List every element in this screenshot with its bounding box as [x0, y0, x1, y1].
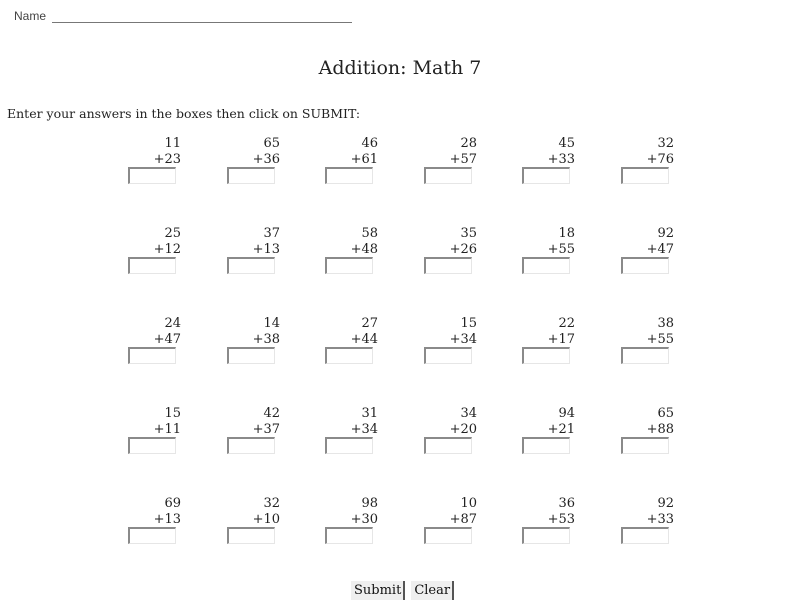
addend-bottom: +48: [350, 241, 378, 257]
answer-input[interactable]: [227, 437, 275, 454]
addend-bottom: +26: [449, 241, 477, 257]
addition-problem: [325, 406, 378, 456]
addend-top: 92: [657, 226, 674, 241]
addend-top: 28: [460, 136, 477, 151]
answer-input[interactable]: [128, 437, 176, 454]
addition-problem: [227, 136, 280, 186]
answer-input[interactable]: [522, 167, 570, 184]
addend-top: 92: [657, 496, 674, 511]
addend-top: 42: [263, 406, 280, 421]
addend-top: 65: [263, 136, 280, 151]
addend-top: 18: [558, 226, 575, 241]
answer-input[interactable]: [621, 527, 669, 544]
answer-input[interactable]: [128, 257, 176, 274]
addend-bottom: +61: [350, 151, 378, 167]
answer-input[interactable]: [128, 167, 176, 184]
addition-problem: [128, 226, 181, 276]
answer-input[interactable]: [522, 257, 570, 274]
addend-bottom: +34: [350, 421, 378, 437]
addend-top: 98: [361, 496, 378, 511]
form-buttons: [351, 581, 454, 600]
addend-bottom: +13: [252, 241, 280, 257]
addition-problem: [128, 136, 181, 186]
addend-bottom: +57: [449, 151, 477, 167]
name-field: [14, 9, 352, 23]
addend-top: 11: [164, 136, 181, 151]
addend-bottom: +33: [547, 151, 575, 167]
answer-input[interactable]: [522, 437, 570, 454]
addition-problem: [128, 496, 181, 546]
addition-problem: [424, 136, 477, 186]
answer-input[interactable]: [621, 347, 669, 364]
addend-bottom: +53: [547, 511, 575, 527]
clear-button[interactable]: Clear: [411, 581, 454, 600]
addend-bottom: +11: [153, 421, 181, 437]
addend-top: 32: [263, 496, 280, 511]
addend-bottom: +17: [547, 331, 575, 347]
answer-input[interactable]: [424, 257, 472, 274]
addend-top: 94: [558, 406, 575, 421]
answer-input[interactable]: [522, 347, 570, 364]
addition-problem: [227, 406, 280, 456]
submit-button[interactable]: Submit: [351, 581, 405, 600]
answer-input[interactable]: [128, 527, 176, 544]
addition-problem: [128, 406, 181, 456]
addend-bottom: +87: [449, 511, 477, 527]
addition-problem: [227, 316, 280, 366]
addition-problem: [522, 496, 575, 546]
answer-input[interactable]: [621, 167, 669, 184]
addend-top: 10: [460, 496, 477, 511]
addend-bottom: +13: [153, 511, 181, 527]
addition-problem: [621, 316, 674, 366]
addition-problem: [227, 496, 280, 546]
addend-top: 36: [558, 496, 575, 511]
addend-bottom: +30: [350, 511, 378, 527]
answer-input[interactable]: [325, 257, 373, 274]
addition-problem: [522, 406, 575, 456]
addend-top: 58: [361, 226, 378, 241]
addition-problem: [424, 316, 477, 366]
addition-problem: [325, 496, 378, 546]
answer-input[interactable]: [424, 437, 472, 454]
addend-bottom: +88: [646, 421, 674, 437]
addition-problem: [621, 406, 674, 456]
addend-bottom: +44: [350, 331, 378, 347]
addition-problem: [424, 406, 477, 456]
addend-bottom: +47: [153, 331, 181, 347]
addend-bottom: +23: [153, 151, 181, 167]
addend-bottom: +10: [252, 511, 280, 527]
addend-bottom: +33: [646, 511, 674, 527]
addition-problem: [325, 226, 378, 276]
addend-bottom: +21: [547, 421, 575, 437]
addend-top: 34: [460, 406, 477, 421]
answer-input[interactable]: [325, 437, 373, 454]
addend-top: 25: [164, 226, 181, 241]
addend-top: 46: [361, 136, 378, 151]
addend-bottom: +20: [449, 421, 477, 437]
addend-top: 31: [361, 406, 378, 421]
addend-top: 45: [558, 136, 575, 151]
answer-input[interactable]: [522, 527, 570, 544]
instructions-text: Enter your answers in the boxes then click on SUBMIT:: [7, 106, 361, 121]
addend-top: 65: [657, 406, 674, 421]
answer-input[interactable]: [424, 347, 472, 364]
answer-input[interactable]: [621, 437, 669, 454]
name-underline: [52, 10, 352, 23]
addend-bottom: +12: [153, 241, 181, 257]
addend-top: 32: [657, 136, 674, 151]
addend-bottom: +36: [252, 151, 280, 167]
answer-input[interactable]: [227, 347, 275, 364]
addition-problem: [522, 136, 575, 186]
answer-input[interactable]: [227, 257, 275, 274]
addition-problem: [325, 316, 378, 366]
addend-top: 15: [460, 316, 477, 331]
addend-top: 14: [263, 316, 280, 331]
addend-top: 15: [164, 406, 181, 421]
answer-input[interactable]: [325, 347, 373, 364]
addition-problem: [621, 496, 674, 546]
answer-input[interactable]: [325, 527, 373, 544]
addend-top: 38: [657, 316, 674, 331]
answer-input[interactable]: [621, 257, 669, 274]
addend-bottom: +55: [547, 241, 575, 257]
addend-top: 24: [164, 316, 181, 331]
name-label: Name: [14, 9, 47, 23]
answer-input[interactable]: [227, 527, 275, 544]
page-title: Addition: Math 7: [318, 57, 482, 79]
addend-top: 37: [263, 226, 280, 241]
answer-input[interactable]: [424, 527, 472, 544]
answer-input[interactable]: [128, 347, 176, 364]
addend-bottom: +37: [252, 421, 280, 437]
addition-problem: [621, 226, 674, 276]
answer-input[interactable]: [325, 167, 373, 184]
addition-problem: [128, 316, 181, 366]
addition-problem: [522, 226, 575, 276]
addition-problem: [522, 316, 575, 366]
addition-problem: [325, 136, 378, 186]
addition-problem: [424, 226, 477, 276]
addend-top: 22: [558, 316, 575, 331]
addition-problem: [424, 496, 477, 546]
addend-bottom: +34: [449, 331, 477, 347]
addend-bottom: +47: [646, 241, 674, 257]
addend-bottom: +38: [252, 331, 280, 347]
addend-bottom: +55: [646, 331, 674, 347]
answer-input[interactable]: [424, 167, 472, 184]
addend-top: 69: [164, 496, 181, 511]
answer-input[interactable]: [227, 167, 275, 184]
addend-top: 35: [460, 226, 477, 241]
addition-problem: [227, 226, 280, 276]
addend-top: 27: [361, 316, 378, 331]
addend-bottom: +76: [646, 151, 674, 167]
addition-problem: [621, 136, 674, 186]
